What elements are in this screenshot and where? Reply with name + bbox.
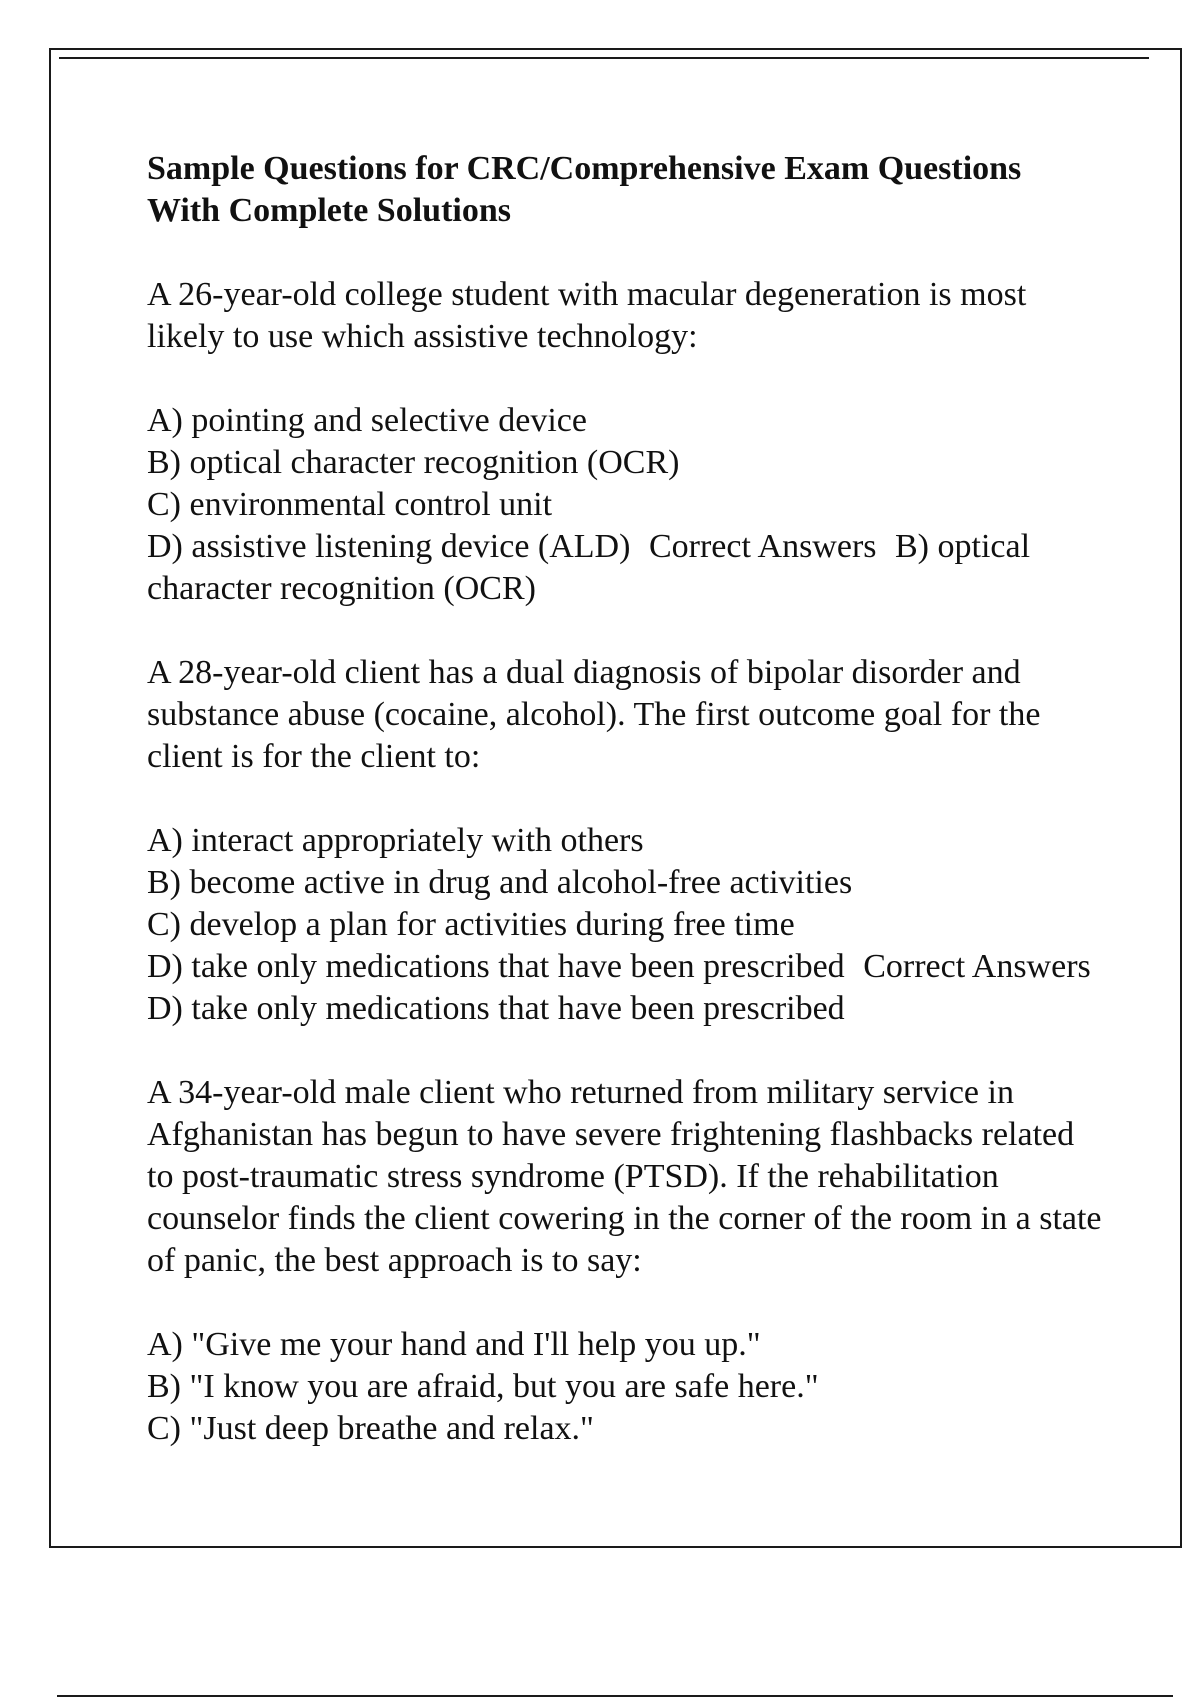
- bottom-rule: [57, 1695, 1173, 1697]
- question-2-options: [147, 820, 1107, 1030]
- question-2-stem: A 28-year-old client has a dual diagnosis of bipolar disorder and substance abuse (cocaine, alcohol). The first outcome goal for the client is for the client to:: [147, 654, 1041, 775]
- question-2-answer-label: Correct Answers: [863, 948, 1091, 985]
- question-1-option-a: A) pointing and selective device: [147, 402, 587, 439]
- question-2-option-d: D) take only medications that have been prescribed: [147, 948, 845, 985]
- question-2-answer: D) take only medications that have been prescribed: [147, 990, 845, 1027]
- question-3-stem: A 34-year-old male client who returned from military service in Afghanistan has begun to have severe frightening flashbacks related to post-traumatic stress syndrome (PTSD). If the rehabilitation counselor finds the client cowering in the corner of the room in a state of panic, the best approach is to say:: [147, 1074, 1102, 1279]
- question-3-options: [147, 1324, 1107, 1450]
- page-frame: [49, 48, 1182, 1548]
- question-1-option-c: C) environmental control unit: [147, 486, 553, 523]
- question-1-options: [147, 400, 1107, 610]
- document-content: [147, 148, 1107, 1492]
- question-1-answer-label: Correct Answers: [648, 528, 877, 565]
- question-3-option-a: A) "Give me your hand and I'll help you up.": [147, 1326, 761, 1363]
- title-line-1: Sample Questions for CRC/Comprehensive Exam Questions: [147, 150, 1022, 187]
- question-3-option-b: B) "I know you are afraid, but you are safe here.": [147, 1368, 819, 1405]
- question-2-option-c: C) develop a plan for activities during free time: [147, 906, 795, 943]
- question-1-answer: B) optical character recognition (OCR): [147, 528, 1031, 607]
- question-2-option-b: B) become active in drug and alcohol-free activities: [147, 864, 853, 901]
- title-line-2: With Complete Solutions: [147, 192, 511, 229]
- question-1-option-b: B) optical character recognition (OCR): [147, 444, 680, 481]
- question-3-option-c: C) "Just deep breathe and relax.": [147, 1410, 594, 1447]
- question-2-option-a: A) interact appropriately with others: [147, 822, 644, 859]
- question-1-option-d: D) assistive listening device (ALD): [147, 528, 631, 565]
- top-rule: [59, 57, 1149, 59]
- question-1-stem: A 26-year-old college student with macular degeneration is most likely to use which assistive technology:: [147, 276, 1027, 355]
- document-title: [147, 148, 1107, 232]
